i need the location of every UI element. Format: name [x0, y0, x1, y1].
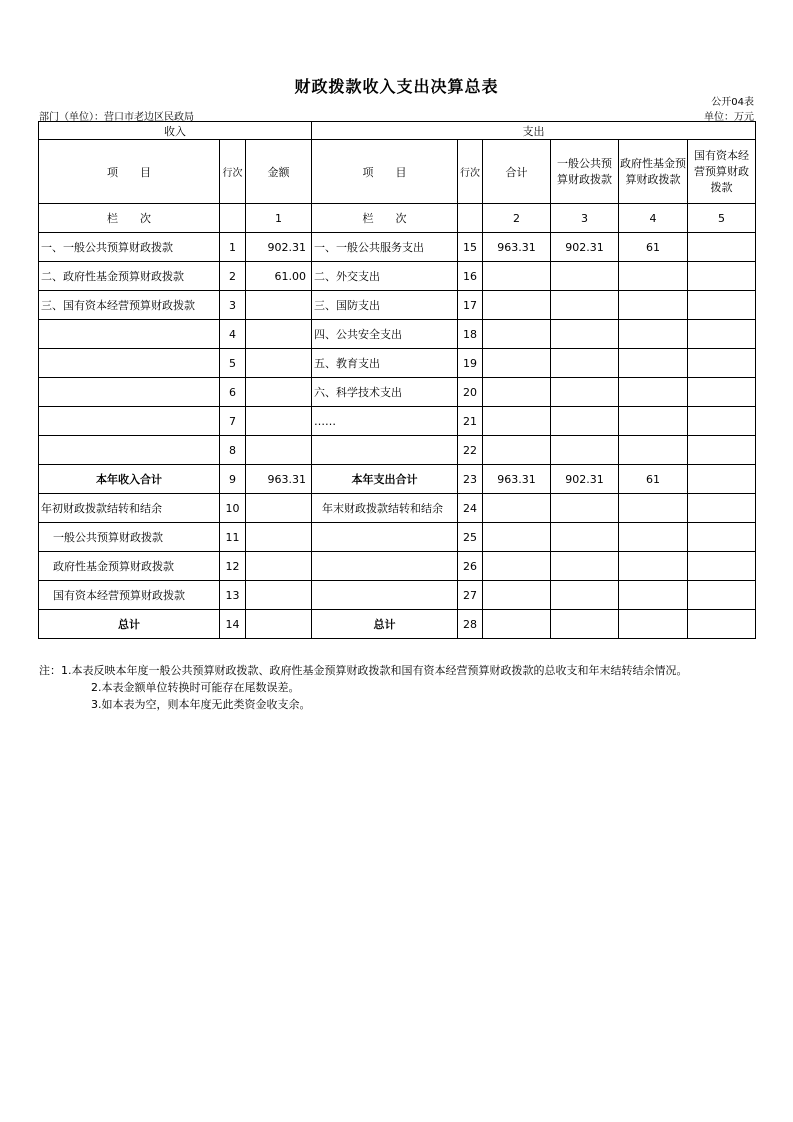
expense-item: ……: [312, 407, 458, 436]
fund-amount: [619, 262, 688, 291]
table-row: [39, 233, 756, 262]
table-row: [39, 436, 756, 465]
total-amount: [483, 552, 551, 581]
income-row-no-header: 行次: [220, 140, 246, 204]
expense-row-no: 20: [458, 378, 483, 407]
fund-amount: [619, 494, 688, 523]
general-header: 一般公共预算财政拨款: [551, 140, 619, 204]
income-amount: [246, 407, 312, 436]
expense-row-no: 25: [458, 523, 483, 552]
expense-row-no: 27: [458, 581, 483, 610]
fund-amount: [619, 610, 688, 639]
general-amount: [551, 349, 619, 378]
table-row: [39, 349, 756, 378]
income-row-no: 2: [220, 262, 246, 291]
expense-item: 六、科学技术支出: [312, 378, 458, 407]
table-row: [39, 552, 756, 581]
fund-amount: [619, 581, 688, 610]
state-amount: [688, 523, 756, 552]
expense-item: [312, 581, 458, 610]
general-amount: [551, 552, 619, 581]
fund-amount: [619, 436, 688, 465]
income-item: 二、政府性基金预算财政拨款: [39, 262, 220, 291]
expense-item: 四、公共安全支出: [312, 320, 458, 349]
general-amount: 902.31: [551, 233, 619, 262]
column-number: 5: [688, 204, 756, 233]
expense-item-header: 项 目: [312, 140, 458, 204]
income-item: 一、一般公共预算财政拨款: [39, 233, 220, 262]
note-3: 3.如本表为空，则本年度无此类资金收支余。: [91, 698, 311, 711]
state-amount: [688, 552, 756, 581]
general-amount: [551, 320, 619, 349]
expense-row-no: 23: [458, 465, 483, 494]
note-1: 注：1.本表反映本年度一般公共预算财政拨款、政府性基金预算财政拨款和国有资本经营预算财政拨款的总收支和年末结转结余情况。: [39, 664, 688, 677]
table-row: [39, 494, 756, 523]
total-amount: [483, 494, 551, 523]
state-amount: [688, 494, 756, 523]
income-row-no: 7: [220, 407, 246, 436]
income-row-no: 6: [220, 378, 246, 407]
expense-row-no: 22: [458, 436, 483, 465]
income-header: 收入: [39, 122, 312, 140]
total-amount: 963.31: [483, 233, 551, 262]
state-amount: [688, 349, 756, 378]
expense-item: 二、外交支出: [312, 262, 458, 291]
empty-cell: [220, 204, 246, 233]
expense-row-no: 19: [458, 349, 483, 378]
income-row-no: 9: [220, 465, 246, 494]
income-row-no: 1: [220, 233, 246, 262]
total-amount: [483, 436, 551, 465]
table-row: [39, 262, 756, 291]
total-amount: [483, 610, 551, 639]
income-item-header: 项 目: [39, 140, 220, 204]
expense-column-label: 栏 次: [312, 204, 458, 233]
page-title: 财政拨款收入支出决算总表: [294, 77, 499, 96]
column-number: 3: [551, 204, 619, 233]
table-row: [39, 407, 756, 436]
expense-header: 支出: [312, 122, 756, 140]
unit-label: 单位：万元: [704, 112, 754, 123]
general-amount: 902.31: [551, 465, 619, 494]
total-amount: [483, 262, 551, 291]
general-amount: [551, 581, 619, 610]
income-item: [39, 320, 220, 349]
expense-item: 年末财政拨款结转和结余: [312, 494, 458, 523]
total-amount: [483, 523, 551, 552]
column-number: 4: [619, 204, 688, 233]
form-code: 公开04表: [711, 97, 754, 108]
general-amount: [551, 436, 619, 465]
income-row-no: 14: [220, 610, 246, 639]
table-row: [39, 581, 756, 610]
income-item: [39, 436, 220, 465]
expense-item: 一、一般公共服务支出: [312, 233, 458, 262]
income-amount: [246, 523, 312, 552]
fund-amount: 61: [619, 465, 688, 494]
income-row-no: 5: [220, 349, 246, 378]
notes: [39, 662, 759, 713]
income-amount: [246, 494, 312, 523]
income-amount: [246, 552, 312, 581]
department-label: 部门（单位）：营口市老边区民政局: [39, 112, 194, 123]
fund-amount: [619, 407, 688, 436]
table-row: [39, 378, 756, 407]
financial-table: [38, 121, 756, 639]
general-amount: [551, 262, 619, 291]
state-amount: [688, 610, 756, 639]
income-amount: 902.31: [246, 233, 312, 262]
expense-row-no-header: 行次: [458, 140, 483, 204]
note-2: 2.本表金额单位转换时可能存在尾数误差。: [91, 681, 300, 694]
state-amount: [688, 465, 756, 494]
income-row-no: 11: [220, 523, 246, 552]
income-item: 一般公共预算财政拨款: [39, 523, 220, 552]
expense-item: 本年支出合计: [312, 465, 458, 494]
general-amount: [551, 407, 619, 436]
income-item: [39, 407, 220, 436]
total-amount: [483, 320, 551, 349]
expense-item: [312, 523, 458, 552]
expense-item: 三、国防支出: [312, 291, 458, 320]
fund-amount: [619, 378, 688, 407]
column-number: 1: [246, 204, 312, 233]
expense-row-no: 21: [458, 407, 483, 436]
fund-amount: [619, 523, 688, 552]
expense-item: [312, 552, 458, 581]
state-header: 国有资本经营预算财政拨款: [688, 140, 756, 204]
income-row-no: 4: [220, 320, 246, 349]
state-amount: [688, 233, 756, 262]
fund-amount: [619, 320, 688, 349]
table-row: [39, 320, 756, 349]
expense-item: 五、教育支出: [312, 349, 458, 378]
state-amount: [688, 581, 756, 610]
state-amount: [688, 407, 756, 436]
expense-row-no: 15: [458, 233, 483, 262]
general-amount: [551, 523, 619, 552]
income-column-label: 栏 次: [39, 204, 220, 233]
total-amount: [483, 581, 551, 610]
income-item: [39, 378, 220, 407]
fund-header: 政府性基金预算财政拨款: [619, 140, 688, 204]
state-amount: [688, 262, 756, 291]
expense-row-no: 28: [458, 610, 483, 639]
income-item: 年初财政拨款结转和结余: [39, 494, 220, 523]
income-item: [39, 349, 220, 378]
general-amount: [551, 494, 619, 523]
table-row: [39, 291, 756, 320]
income-amount: 963.31: [246, 465, 312, 494]
general-amount: [551, 378, 619, 407]
income-amount: [246, 349, 312, 378]
general-amount: [551, 610, 619, 639]
income-amount: [246, 610, 312, 639]
fund-amount: [619, 349, 688, 378]
state-amount: [688, 320, 756, 349]
income-amount: [246, 378, 312, 407]
income-item: 三、国有资本经营预算财政拨款: [39, 291, 220, 320]
expense-item: [312, 436, 458, 465]
expense-row-no: 24: [458, 494, 483, 523]
total-amount: 963.31: [483, 465, 551, 494]
expense-row-no: 18: [458, 320, 483, 349]
income-amount: [246, 291, 312, 320]
table-row: [39, 523, 756, 552]
income-row-no: 13: [220, 581, 246, 610]
total-amount: [483, 378, 551, 407]
income-row-no: 10: [220, 494, 246, 523]
total-amount: [483, 349, 551, 378]
income-amount: [246, 436, 312, 465]
empty-cell: [458, 204, 483, 233]
amount-header: 金额: [246, 140, 312, 204]
expense-row-no: 16: [458, 262, 483, 291]
income-row-no: 12: [220, 552, 246, 581]
general-amount: [551, 291, 619, 320]
income-row-no: 3: [220, 291, 246, 320]
table-row: [39, 465, 756, 494]
total-amount: [483, 407, 551, 436]
income-amount: 61.00: [246, 262, 312, 291]
income-item: 总计: [39, 610, 220, 639]
state-amount: [688, 291, 756, 320]
table-row: [39, 610, 756, 639]
income-item: 国有资本经营预算财政拨款: [39, 581, 220, 610]
state-amount: [688, 436, 756, 465]
total-header: 合计: [483, 140, 551, 204]
total-amount: [483, 291, 551, 320]
income-amount: [246, 320, 312, 349]
fund-amount: [619, 552, 688, 581]
income-item: 本年收入合计: [39, 465, 220, 494]
expense-item: 总计: [312, 610, 458, 639]
income-item: 政府性基金预算财政拨款: [39, 552, 220, 581]
fund-amount: [619, 291, 688, 320]
state-amount: [688, 378, 756, 407]
expense-row-no: 17: [458, 291, 483, 320]
column-number: 2: [483, 204, 551, 233]
income-row-no: 8: [220, 436, 246, 465]
expense-row-no: 26: [458, 552, 483, 581]
income-amount: [246, 581, 312, 610]
fund-amount: 61: [619, 233, 688, 262]
